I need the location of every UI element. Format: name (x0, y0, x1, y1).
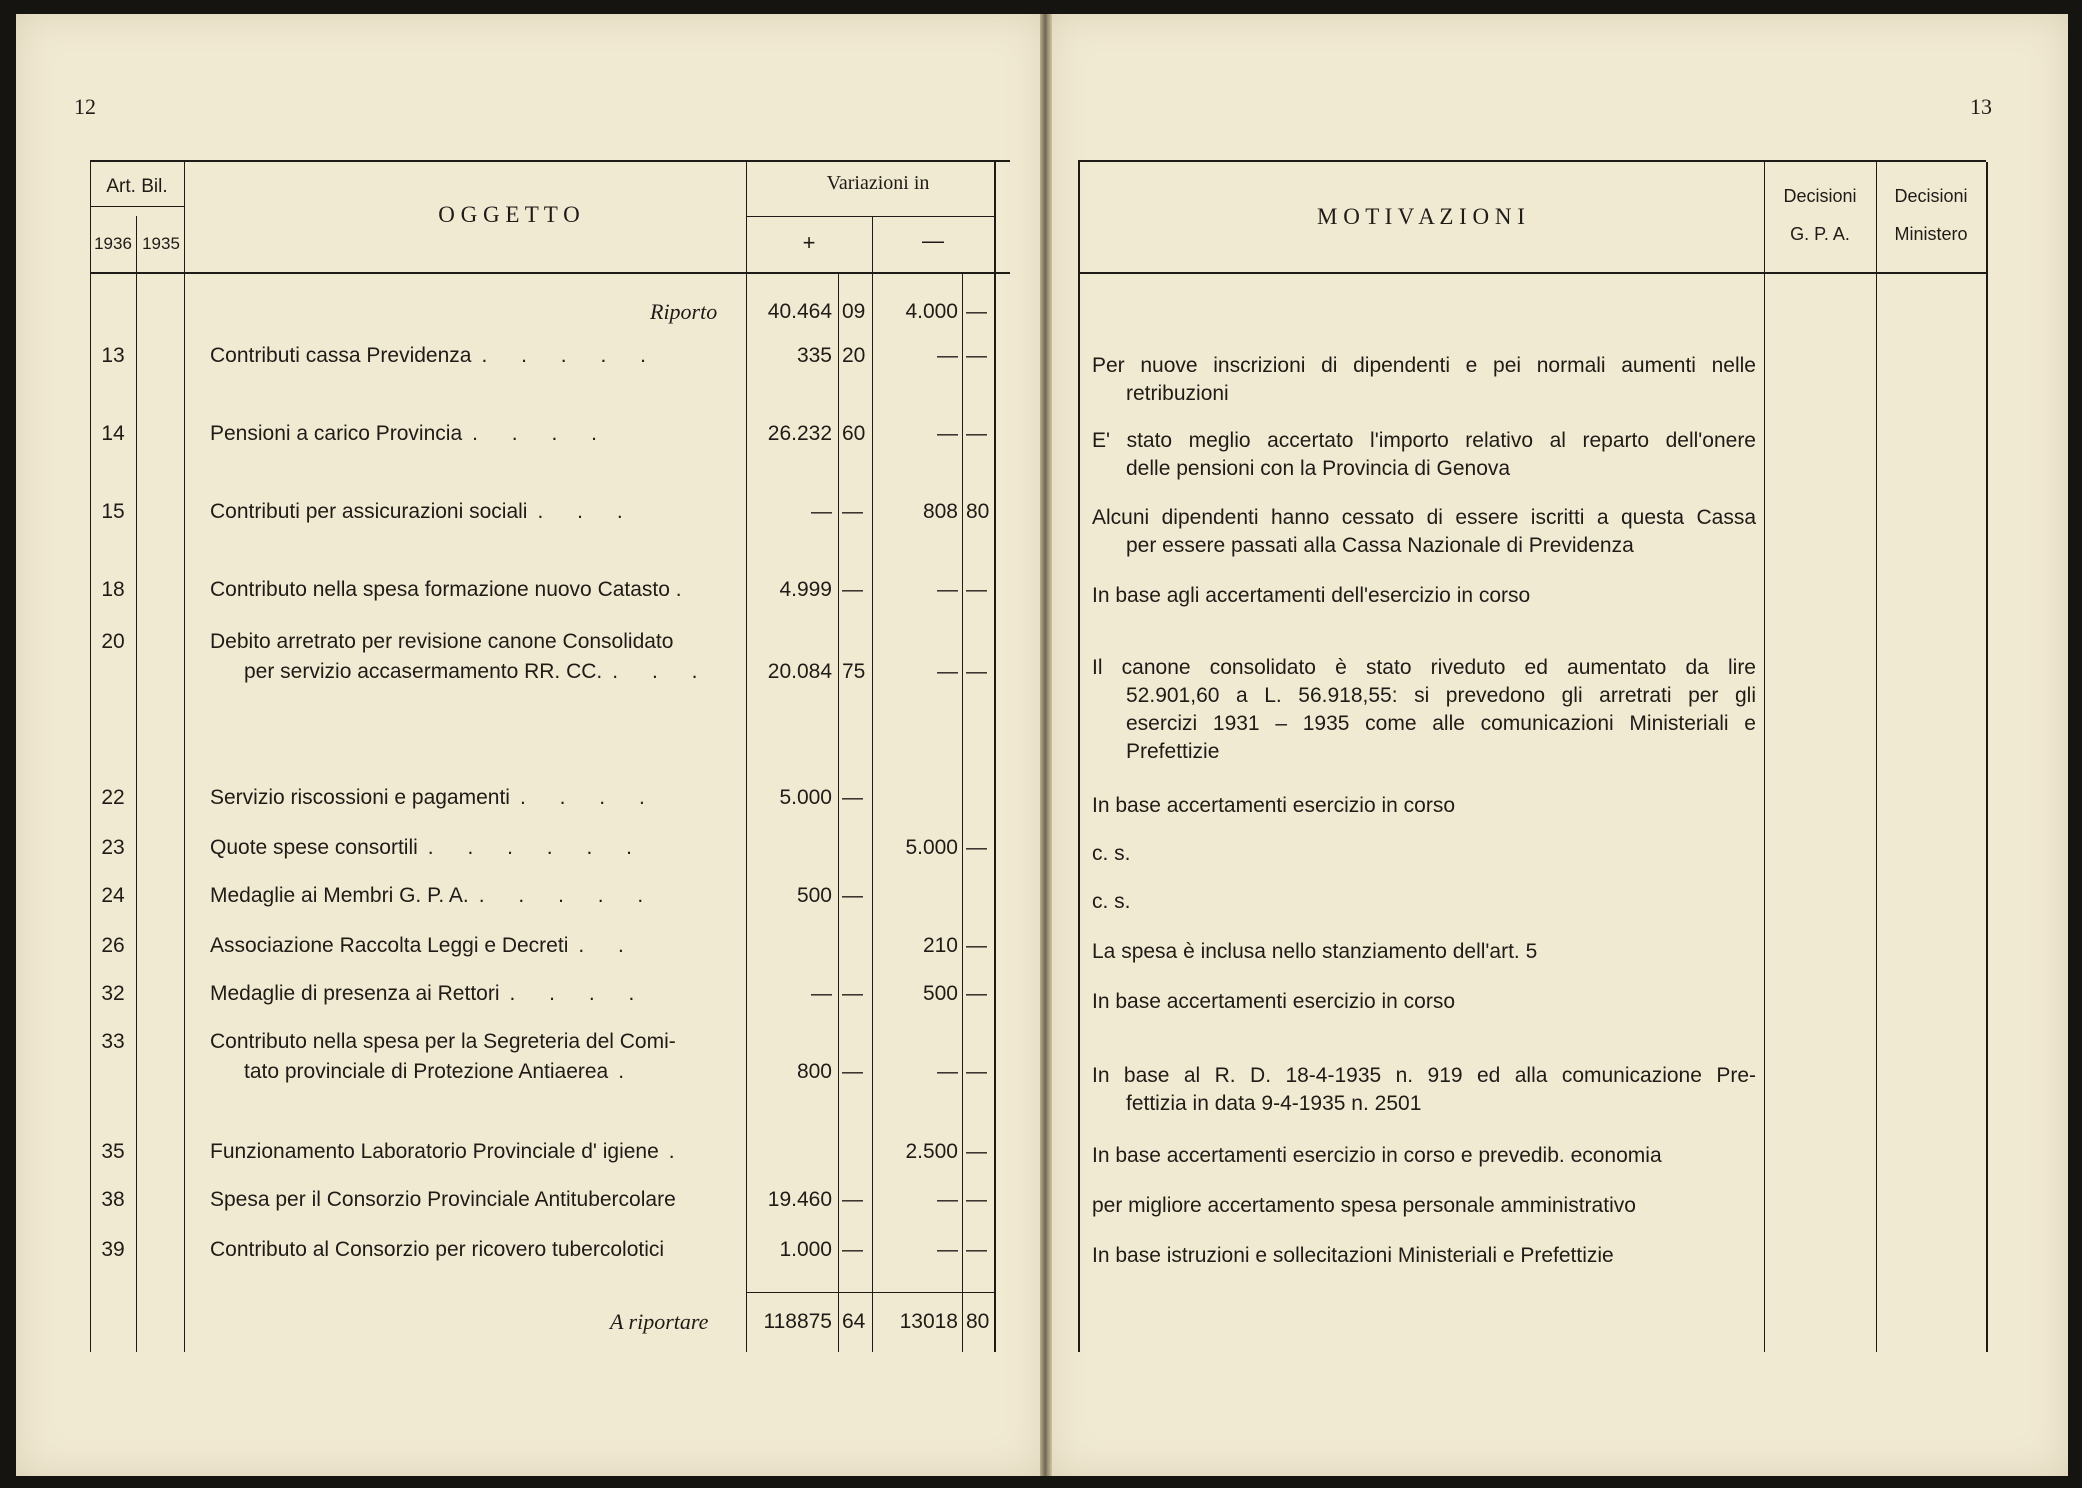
oggetto-text (210, 932, 740, 960)
row-minus-amount: 2.500 (905, 1140, 958, 1163)
row-plus-cents: — (842, 884, 863, 907)
row-plus-amount: 1.000 (779, 1238, 832, 1261)
plus-header: + (802, 230, 816, 255)
motivazione-text: Prefettizie (1126, 740, 1220, 763)
row-minus-cents: — (966, 344, 987, 367)
motivazione-text: per essere passati alla Cassa Nazionale di Previdenza (1126, 534, 1634, 557)
motivazione-text: In base agli accertamenti dell'esercizio in corso (1092, 584, 1531, 607)
article-number: 23 (101, 836, 125, 859)
row-minus-cents: 80 (966, 500, 990, 523)
motivazione-text: In base accertamenti esercizio in corso (1092, 990, 1455, 1013)
leader-dots: . . . . (509, 982, 649, 1005)
column-rule (1986, 162, 1988, 1352)
column-rule (1078, 162, 1080, 1352)
article-number: 22 (101, 786, 125, 809)
row-plus-cents: 20 (842, 344, 866, 367)
oggetto-text (244, 658, 774, 686)
a-riportare-plus-amount: 118875 (763, 1310, 832, 1333)
article-number: 26 (101, 934, 125, 957)
article-number: 14 (101, 422, 125, 445)
motivazione-text: In base accertamenti esercizio in corso (1092, 794, 1455, 817)
book-gutter (1040, 14, 1052, 1476)
motivazione-text: per migliore accertamento spesa personale amministrativo (1092, 1194, 1636, 1217)
oggetto-text (210, 1236, 740, 1264)
riporto-label: Riporto (650, 299, 718, 324)
column-rule (962, 272, 963, 1352)
variazioni-header: Variazioni in (826, 172, 930, 194)
oggetto-text (210, 1186, 740, 1214)
row-plus-amount: — (811, 500, 832, 523)
motivazione-text: c. s. (1092, 890, 1131, 913)
leader-dots: . . . (537, 500, 637, 523)
motivazione-text: 52.901,60 a L. 56.918,55: si prevedono gli arretrati per gli (1126, 684, 1756, 707)
row-minus-cents: — (966, 982, 987, 1005)
row-plus-cents: — (842, 982, 863, 1005)
oggetto-text (210, 1138, 740, 1166)
motivazione-text: In base al R. D. 18-4-1935 n. 919 ed alla comunicazione Pre- (1092, 1064, 1756, 1087)
oggetto-line: tato provinciale di Protezione Antiaerea (244, 1060, 609, 1083)
oggetto-text (210, 1028, 740, 1056)
row-minus-amount: 500 (922, 982, 958, 1005)
article-number: 20 (101, 630, 125, 653)
right-table-header (1078, 162, 1986, 274)
row-plus-cents: — (842, 1188, 863, 1211)
row-plus-amount: 500 (796, 884, 832, 907)
a-riportare-minus-amount: 13018 (899, 1310, 958, 1333)
leader-dots: . . . . (472, 422, 611, 445)
oggetto-line: Associazione Raccolta Leggi e Decreti (210, 934, 569, 957)
row-minus-amount: — (937, 1188, 958, 1211)
row-plus-cents: — (842, 1060, 863, 1083)
total-rule (746, 1292, 994, 1293)
oggetto-line: Quote spese consortili (210, 836, 418, 859)
column-rule (184, 162, 185, 1352)
row-plus-cents: 75 (842, 660, 866, 683)
oggetto-text (210, 342, 740, 370)
column-rule (90, 162, 91, 1352)
decisioni-gpa-header-line1: Decisioni (1783, 186, 1857, 206)
leader-dots: . . . (612, 660, 712, 683)
oggetto-text (210, 628, 740, 656)
riporto-plus-cents: 09 (842, 300, 866, 323)
row-minus-cents: — (966, 1140, 987, 1163)
year-1935-header: 1935 (142, 234, 180, 253)
row-plus-cents: — (842, 786, 863, 809)
a-riportare-plus-cents: 64 (842, 1310, 866, 1333)
oggetto-text (210, 882, 740, 910)
row-minus-amount: — (937, 1238, 958, 1261)
row-minus-amount: — (937, 578, 958, 601)
oggetto-line: Spesa per il Consorzio Provinciale Antitubercolare (210, 1188, 676, 1211)
decisioni-ministero-header-line2: Ministero (1894, 224, 1968, 244)
row-minus-cents: — (966, 578, 987, 601)
page-number-left: 12 (74, 94, 96, 119)
column-rule (1764, 162, 1765, 1352)
right-table (1078, 160, 1986, 1352)
leader-dots: . . (578, 934, 638, 957)
oggetto-line: Medaglie ai Membri G. P. A. (210, 884, 469, 907)
a-riportare-minus-cents: 80 (966, 1310, 990, 1333)
oggetto-header: O G G E T T O (438, 202, 580, 227)
row-plus-cents: 60 (842, 422, 866, 445)
row-plus-cents: — (842, 500, 863, 523)
riporto-minus-amount: 4.000 (905, 300, 958, 323)
variazioni-divider (746, 216, 994, 217)
row-minus-cents: — (966, 1060, 987, 1083)
row-minus-cents: — (966, 934, 987, 957)
riporto-minus-cents: — (966, 300, 987, 323)
leader-dots: . . . . . (478, 884, 658, 907)
row-plus-amount: 26.232 (767, 422, 832, 445)
oggetto-text (210, 784, 740, 812)
oggetto-line: Contributo al Consorzio per ricovero tubercolotici (210, 1238, 665, 1261)
row-plus-amount: 335 (796, 344, 832, 367)
motivazione-text: E' stato meglio accertato l'importo relativo al reparto dell'onere (1092, 429, 1756, 452)
motivazione-text: fettizia in data 9-4-1935 n. 2501 (1126, 1092, 1422, 1115)
decisioni-ministero-header-line1: Decisioni (1894, 186, 1968, 206)
row-minus-amount: — (937, 660, 958, 683)
minus-header: — (922, 228, 944, 253)
row-minus-cents: — (966, 422, 987, 445)
row-minus-amount: 5.000 (905, 836, 958, 859)
row-plus-amount: 800 (796, 1060, 832, 1083)
left-table (90, 160, 1010, 1352)
oggetto-line: Debito arretrato per revisione canone Consolidato (210, 630, 674, 653)
row-minus-amount: 210 (922, 934, 958, 957)
article-number: 38 (101, 1188, 125, 1211)
row-minus-amount: — (937, 344, 958, 367)
motivazione-text: Alcuni dipendenti hanno cessato di essere iscritti a questa Cassa (1092, 506, 1756, 529)
row-minus-cents: — (966, 836, 987, 859)
oggetto-text (210, 576, 740, 604)
column-rule (746, 162, 747, 1352)
row-minus-cents: — (966, 1238, 987, 1261)
motivazione-text: delle pensioni con la Provincia di Genova (1126, 457, 1511, 480)
riporto-plus-amount: 40.464 (767, 300, 832, 323)
oggetto-text (210, 834, 740, 862)
oggetto-line: per servizio accasermamento RR. CC. (244, 660, 603, 683)
column-rule (1876, 162, 1877, 1352)
motivazione-text: Il canone consolidato è stato riveduto ed aumentato da lire (1092, 656, 1756, 679)
row-minus-cents: — (966, 1188, 987, 1211)
oggetto-text (210, 498, 740, 526)
motivazione-text: esercizi 1931 – 1935 come alle comunicazioni Ministeriali e (1126, 712, 1756, 735)
page-number-right: 13 (1970, 94, 1992, 119)
motivazione-text: In base accertamenti esercizio in corso e prevedib. economia (1092, 1144, 1662, 1167)
oggetto-line: Contributi per assicurazioni sociali (210, 500, 528, 523)
motivazione-text: retribuzioni (1126, 382, 1229, 405)
article-number: 24 (101, 884, 125, 907)
row-plus-amount: 5.000 (779, 786, 832, 809)
oggetto-line: Medaglie di presenza ai Rettori (210, 982, 500, 1005)
leader-dots: . . . . . . (427, 836, 646, 859)
article-number: 18 (101, 578, 125, 601)
article-number: 32 (101, 982, 125, 1005)
year-1936-header: 1936 (94, 234, 132, 253)
row-plus-amount: 4.999 (779, 578, 832, 601)
motivazione-text: Per nuove inscrizioni di dipendenti e pei normali aumenti nelle (1092, 354, 1756, 377)
article-number: 15 (101, 500, 125, 523)
oggetto-text (210, 420, 740, 448)
article-number: 33 (101, 1030, 125, 1053)
column-rule (994, 162, 996, 1352)
article-number: 39 (101, 1238, 125, 1261)
leader-dots: . . . . (519, 786, 659, 809)
oggetto-line: Contributo nella spesa per la Segreteria del Comi- (210, 1030, 676, 1053)
column-rule (838, 272, 839, 1352)
column-rule (872, 216, 873, 1352)
oggetto-line: Funzionamento Laboratorio Provinciale d' igiene (210, 1140, 659, 1163)
row-minus-amount: — (937, 1060, 958, 1083)
a-riportare-label: A riportare (610, 1309, 709, 1334)
row-plus-amount: 19.460 (767, 1188, 832, 1211)
leader-dots: . (668, 1140, 689, 1163)
row-minus-cents: — (966, 660, 987, 683)
leader-dots: . (618, 1060, 639, 1083)
oggetto-text (244, 1058, 774, 1086)
article-number: 13 (101, 344, 125, 367)
motivazione-text: c. s. (1092, 842, 1131, 865)
motivazione-text: In base istruzioni e sollecitazioni Ministeriali e Prefettizie (1092, 1244, 1614, 1267)
row-plus-cents: — (842, 578, 863, 601)
oggetto-line: Servizio riscossioni e pagamenti (210, 786, 510, 809)
decisioni-gpa-header-line2: G. P. A. (1790, 224, 1850, 244)
oggetto-line: Contributi cassa Previdenza (210, 344, 472, 367)
column-rule (136, 216, 137, 1352)
row-plus-amount: — (811, 982, 832, 1005)
row-minus-amount: — (937, 422, 958, 445)
row-minus-amount: 808 (922, 500, 958, 523)
motivazioni-header: M O T I V A Z I O N I (1317, 204, 1525, 229)
leader-dots: . . . . . (481, 344, 660, 367)
oggetto-line: Pensioni a carico Provincia (210, 422, 463, 445)
oggetto-text (210, 980, 740, 1008)
article-number: 35 (101, 1140, 125, 1163)
oggetto-line: Contributo nella spesa formazione nuovo Catasto . (210, 578, 682, 601)
row-plus-amount: 20.084 (767, 660, 832, 683)
motivazione-text: La spesa è inclusa nello stanziamento dell'art. 5 (1092, 940, 1538, 963)
art-bil-header: Art. Bil. (90, 176, 184, 207)
row-plus-cents: — (842, 1238, 863, 1261)
